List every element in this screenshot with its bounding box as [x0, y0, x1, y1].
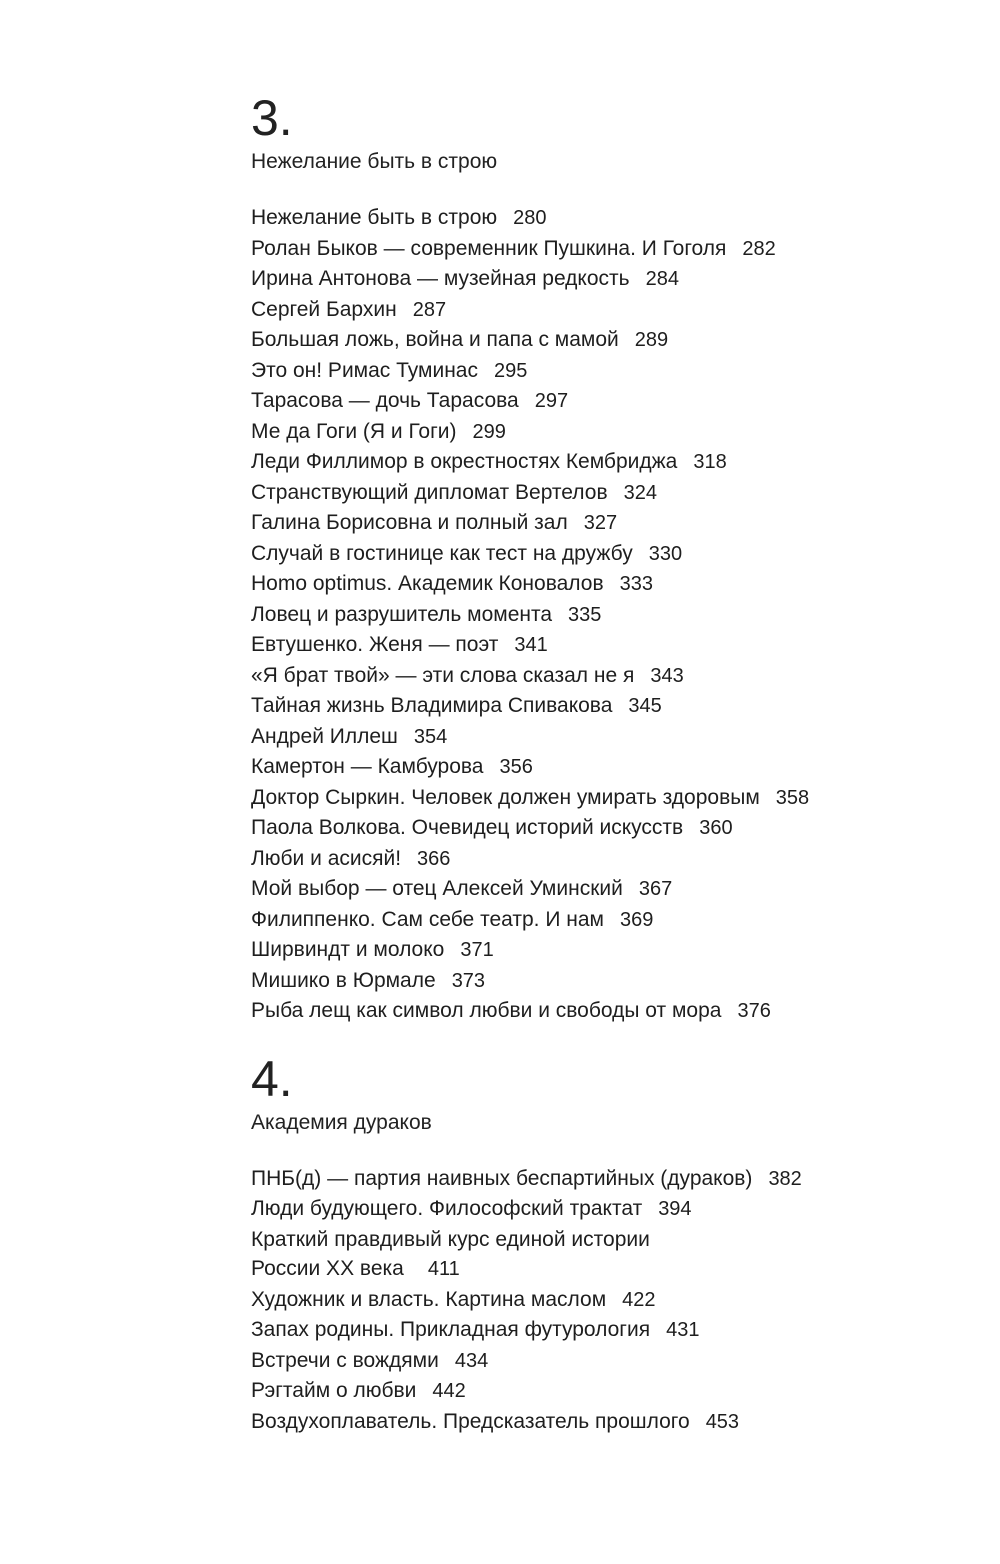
toc-entry[interactable]	[251, 203, 951, 234]
toc-entry[interactable]	[251, 386, 951, 417]
toc-entry[interactable]	[251, 539, 951, 570]
toc-entry-page: 453	[705, 1410, 740, 1433]
toc-entry[interactable]	[251, 234, 951, 265]
toc-entry-title: Галина Борисовна и полный зал	[251, 511, 568, 534]
toc-entry[interactable]	[251, 447, 951, 478]
toc-entry[interactable]	[251, 1254, 951, 1285]
toc-entry-page: 335	[568, 603, 602, 626]
toc-entry-page: 345	[628, 695, 662, 717]
toc-entry[interactable]	[251, 356, 951, 387]
toc-entry-page: 394	[658, 1198, 692, 1220]
toc-entry-title: Паола Волкова. Очевидец историй искусств	[251, 816, 684, 839]
toc-entry[interactable]	[251, 417, 951, 448]
toc-entry-page: 371	[460, 939, 494, 961]
toc-entry-title: Странствующий дипломат Вертелов	[251, 480, 608, 504]
toc-entry-title: Запах родины. Прикладная футурология	[251, 1318, 651, 1341]
toc-entry-title: ПНБ(д) — партия наивных беспартийных (дураков)	[251, 1166, 753, 1190]
toc-entry-title: Художник и власть. Картина маслом	[251, 1287, 607, 1311]
toc-entry-page: 284	[645, 268, 679, 290]
toc-entry-title: Леди Филлимор в окрестностях Кембриджа	[251, 450, 678, 473]
section-title: Академия дураков	[251, 1110, 432, 1134]
toc-entry-page: 289	[634, 329, 669, 351]
toc-entry[interactable]	[251, 813, 951, 844]
toc-entry[interactable]	[251, 295, 951, 326]
toc-entry-title: Люби и асисяй!	[251, 846, 402, 870]
section-number: 4.	[251, 1050, 293, 1107]
toc-entry-page: 442	[432, 1380, 466, 1402]
toc-entry-title: Это он! Римас Туминас	[251, 358, 478, 382]
toc-entry-title: Тарасова — дочь Тарасова	[251, 389, 519, 412]
toc-entry[interactable]	[251, 1376, 951, 1407]
toc-entry[interactable]	[251, 661, 951, 692]
toc-entry-page: 356	[499, 756, 533, 778]
toc-entry-title: России XX века	[251, 1257, 404, 1280]
toc-entry-title: Евтушенко. Женя — поэт	[251, 633, 499, 656]
toc-entry[interactable]	[251, 752, 951, 783]
toc-entry[interactable]	[251, 600, 951, 631]
toc-entry-page: 354	[413, 725, 448, 748]
toc-entry[interactable]	[251, 1407, 951, 1438]
toc-entry[interactable]	[251, 935, 951, 966]
toc-entry-page: 297	[534, 390, 569, 412]
toc-entry[interactable]	[251, 264, 951, 295]
toc-entry[interactable]	[251, 966, 951, 997]
toc-entry-title: «Я брат твой» — эти слова сказал не я	[251, 663, 635, 687]
toc-entry-title: Андрей Иллеш	[251, 724, 398, 748]
toc-entry[interactable]	[251, 508, 951, 539]
toc-entry-page: 299	[472, 420, 506, 443]
toc-entry-title: Встречи с вождями	[251, 1348, 439, 1372]
toc-entry-title: Ширвиндт и молоко	[251, 938, 445, 961]
toc-entry[interactable]	[251, 722, 951, 753]
toc-entry-page: 333	[619, 573, 653, 595]
toc-entry-title: Ловец и разрушитель момента	[251, 602, 553, 626]
toc-entry[interactable]	[251, 844, 951, 875]
toc-list	[251, 1164, 951, 1438]
section-3	[251, 88, 951, 1027]
section-number: 3.	[251, 90, 293, 146]
toc-entry-title: Мишико в Юрмале	[251, 968, 436, 992]
toc-entry-page: 373	[451, 969, 486, 992]
toc-entry[interactable]	[251, 874, 951, 905]
toc-list	[251, 203, 951, 1027]
toc-entry-title: Рыба лещ как символ любви и свободы от мора	[251, 999, 722, 1022]
toc-entry-page: 366	[417, 847, 451, 870]
toc-entry[interactable]	[251, 905, 951, 936]
toc-entry-title: Ме да Гоги (Я и Гоги)	[251, 419, 457, 443]
toc-entry-page: 343	[650, 664, 684, 687]
toc-entry-page: 358	[775, 786, 810, 809]
toc-entry-title: Случай в гостинице как тест на дружбу	[251, 541, 633, 565]
toc-entry[interactable]	[251, 1315, 951, 1346]
toc-entry[interactable]	[251, 630, 951, 661]
toc-entry[interactable]	[251, 1164, 951, 1195]
toc-entry-page: 431	[666, 1319, 700, 1341]
toc-entry[interactable]	[251, 691, 951, 722]
toc-entry[interactable]	[251, 783, 951, 814]
toc-entry-title: Ролан Быков — современник Пушкина. И Гоголя	[251, 236, 727, 260]
toc-entry[interactable]	[251, 478, 951, 509]
toc-entry-page: 287	[412, 298, 447, 321]
toc-entry-title: Ирина Антонова — музейная редкость	[251, 267, 630, 290]
toc-entry-page: 280	[513, 207, 547, 229]
toc-entry[interactable]	[251, 996, 951, 1027]
toc-entry-page: 411	[427, 1258, 460, 1280]
toc-entry-title: Рэгтайм о любви	[251, 1379, 417, 1402]
toc-entry-title: Воздухоплаватель. Предсказатель прошлого	[251, 1409, 690, 1433]
toc-entry-title: Краткий правдивый курс единой истории	[251, 1227, 650, 1251]
toc-entry-title: Камертон — Камбурова	[251, 755, 484, 778]
table-of-contents-page	[251, 88, 951, 1437]
toc-entry-page: 330	[648, 542, 683, 565]
toc-entry-title: Тайная жизнь Владимира Спивакова	[251, 694, 613, 717]
toc-entry[interactable]	[251, 1194, 951, 1225]
toc-entry-page: 376	[737, 1000, 771, 1022]
toc-entry[interactable]	[251, 1346, 951, 1377]
toc-entry-page: 341	[514, 634, 548, 656]
section-title: Нежелание быть в строю	[251, 150, 498, 173]
toc-entry-title: Сергей Бархин	[251, 297, 397, 321]
toc-entry-page: 324	[623, 481, 657, 504]
toc-entry-title: Мой выбор — отец Алексей Уминский	[251, 877, 623, 900]
toc-entry-page: 367	[638, 878, 673, 900]
toc-entry-page: 295	[493, 359, 528, 382]
toc-entry-page: 369	[619, 908, 654, 931]
toc-entry-page: 382	[768, 1167, 802, 1190]
toc-entry-page: 422	[622, 1288, 656, 1311]
toc-entry-title: Филиппенко. Сам себе театр. И нам	[251, 907, 604, 931]
toc-entry-title: Люди будующего. Философский трактат	[251, 1197, 643, 1220]
toc-entry[interactable]	[251, 569, 951, 600]
toc-entry-page: 282	[742, 237, 776, 260]
toc-entry-page: 327	[583, 512, 618, 534]
toc-entry[interactable]	[251, 325, 951, 356]
toc-entry-page: 318	[693, 451, 727, 473]
toc-entry-title: Нежелание быть в строю	[251, 206, 498, 229]
section-4	[251, 1049, 951, 1438]
toc-entry[interactable]	[251, 1225, 951, 1255]
toc-entry-title: Большая ложь, война и папа с мамой	[251, 328, 619, 351]
toc-entry[interactable]	[251, 1285, 951, 1316]
toc-entry-page: 434	[454, 1349, 489, 1372]
toc-entry-title: Доктор Сыркин. Человек должен умирать здоровым	[251, 785, 760, 809]
toc-entry-title: Homo optimus. Академик Коновалов	[251, 572, 604, 595]
toc-entry-page: 360	[699, 817, 733, 839]
